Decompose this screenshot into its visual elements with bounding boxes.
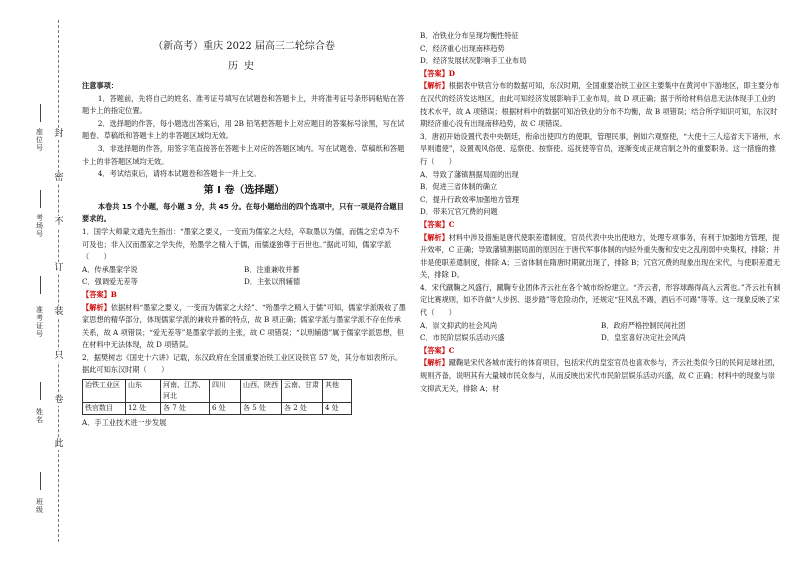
option: C．市民阶层娱乐活动兴盛: [420, 333, 505, 343]
table-cell: 12 处: [126, 403, 161, 415]
option: B．冶铁业分布呈现均衡性特征: [420, 31, 519, 40]
exam-room-label: 考场号: [36, 214, 43, 238]
iron-office-table: [82, 379, 352, 415]
table-cell: 各 2 处: [282, 403, 323, 415]
question-2-explanation: 根据表中铁官分布的数据可知，东汉时期，全国重要冶铁工业区主要集中在黄河中下游地区，即主要分布在汉代的经济发达地区，由此可知经济发展影响手工业布局，故 D 项正确；据于所给材料信息无法体现手工业的技术水平，故 A 项错误；根据材料中的数据可知冶铁业的分布不均衡，故 B 项错误；结合所学知识可知，东汉时期经济重心没有出现南移趋势，故 C 项错误。: [420, 81, 780, 129]
binding-char: 订: [54, 263, 64, 273]
option: C．强调爱无差等: [82, 277, 138, 287]
section-title: 第 I 卷（选择题）: [203, 184, 285, 196]
option: A．手工业技术进一步发展: [82, 418, 167, 428]
section-instruction: 本卷共 15 个小题，每小题 3 分，共 45 分。在每小题给出的四个选项中，只有一项是符合题目要求的。: [82, 201, 404, 224]
right-column: [420, 0, 782, 395]
binding-char: 不: [54, 217, 64, 227]
question-1-options: [82, 264, 406, 289]
table-row: [83, 380, 352, 403]
table-row: [83, 403, 352, 415]
table-cell: 各 5 处: [241, 403, 282, 415]
explanation-tag: 【解析】: [420, 232, 449, 242]
option: C．提升行政效率加强地方管理: [420, 194, 519, 204]
table-cell: 河南、江苏、河北: [161, 380, 210, 403]
exam-room-line: [40, 190, 41, 208]
option: D．皇室喜好决定社会风尚: [601, 333, 686, 343]
explanation-tag: 【解析】: [420, 81, 449, 91]
option: D．带来冗官冗费的问题: [420, 207, 498, 217]
binding-char: 密: [54, 173, 64, 183]
question-2-answer: 【答案】D: [420, 68, 455, 78]
question-1-explanation: 依据材料“墨家之要义，一变而为儒家之大经”、“殆墨学之精入于儒”可知，儒家学派吸收了墨家思想的精华部分，体现儒家学派的兼收并蓄的特点，故 B 项正确；儒家学派与墨家学派不存在传承关系，故 A 项错误；“爱无差等”是墨家学派的主张，故 C 项错误；“以刑辅德”属于儒家学派思想，但在材料中无法体现，故 D 项错误。: [82, 302, 406, 350]
question-4-stem: 4．宋代蹴鞠之风盛行，蹴鞠专业团体齐云社在各个城市纷纷建立。“齐云者，形容球踢得高入云霄也。”齐云社有制定比赛规则，如不许做“人步拐、退步踏”等危险动作，还规定“狂风乱不踢，酒后不可踢”等等。这一现象反映了宋代（ ）: [420, 282, 781, 318]
exam-subject: 历史: [228, 61, 260, 72]
notice-item: 1．答题前，先将自己的姓名、准考证号填写在试题卷和答题卡上，并将准考证号条形码粘贴在答题卡上的指定位置。: [82, 93, 405, 116]
seat-number-label: 座位号: [36, 128, 43, 152]
option: C．经济重心出现南移趋势: [420, 43, 505, 53]
option: B．促进三省体制的确立: [420, 182, 498, 192]
binding-char: 封: [54, 129, 64, 139]
table-cell: 铁官数目: [83, 403, 126, 415]
table-cell: 冶铁工业区: [83, 380, 126, 403]
table-cell: 云南、甘肃: [282, 380, 323, 403]
notice-title: 注意事项：: [82, 81, 118, 90]
question-3-explanation: 材料中涉及措施是唐代使职差遣制度，官员代表中央出使地方，处理专项事务，有利于加强地方管理，提升效率，C 正确；导致藩镇割据局面的原因在于唐代军事体制的内轻外重失衡和安史之乱削弱中央集权，排除；并非是使职差遣制度，排除 A；三省体制在隋唐时期就出现了，排除 B；冗官冗费的现象出现在宋代，与使职差遣无关，排除 D。: [420, 232, 781, 280]
option: A．导致了藩镇割据局面的出现: [420, 169, 519, 179]
question-4-answer: 【答案】C: [420, 345, 455, 355]
binding-char: 此: [54, 439, 64, 449]
question-3-stem: 3．唐初开始设置代表中央朝廷，衔命出使四方的使职，管理民事，例如六观察使，“大使十三人巡省天下诸州，水旱则遣使”，设置观风俗使、巡察使、按察使、巡抚使等官员，逐渐变成正规官制之外的重要职务。这一措施的推行（ ）: [420, 131, 781, 166]
notice-item: 2．选择题的作答，每小题选出答案后，用 2B 铅笔把答题卡上对应题目的答案标号涂黑，写在试题卷、草稿纸和答题卡上的非答题区域均无效。: [82, 118, 405, 141]
admission-number-label: 准考证号: [36, 306, 43, 338]
question-2-stem: 2．据樊树志《国史十六讲》记载，东汉政府在全国重要冶铁工业区设铁官 57 处，其分布如表所示。据此可知东汉时期（ ）: [82, 352, 403, 375]
notice-item: 4．考试结束后，请将本试题卷和答题卡一并上交。: [97, 169, 261, 179]
table-cell: 四川: [210, 380, 241, 403]
name-line: [40, 382, 41, 400]
exam-title: （新高考）重庆 2022 届高三二轮综合卷: [153, 41, 335, 52]
left-column: [82, 0, 406, 430]
table-cell: 4 处: [323, 403, 352, 415]
seat-number-line: [40, 104, 41, 122]
table-cell: 6 处: [210, 403, 241, 415]
table-cell: 其他: [323, 380, 352, 403]
notice-item: 3．非选择题的作答，用签字笔直接答在答题卡上对应的答题区域内。写在试题卷、草稿纸和答题卡上的非答题区域均无效。: [82, 143, 405, 166]
binding-margin: [0, 0, 72, 562]
option: B．政府严格控制民间社团: [601, 320, 686, 330]
name-label: 姓名: [36, 408, 43, 424]
option: D．经济发展状况影响手工业布局: [420, 56, 527, 66]
question-4-explanation: 蹴鞠是宋代各城市流行的体育项目，包括宋代的皇室官员也喜欢参与，齐云社类似今日的民间足球社团，规则齐备，说明其有大量城市民众参与，从而反映出宋代市民阶层娱乐活动兴盛，故 C 正确；材料中的现象与崇文抑武无关，排除 A；材: [420, 358, 780, 393]
class-label: 班级: [36, 498, 43, 514]
question-1-stem: 1．国学大师蒙文通先生指出：“墨家之要义，一变而为儒家之大经，卒取墨以为儒，而儒之宏卓为不可及也；非入汉而墨家之学失传，殆墨学之精入于儒，而儒遂独尊于百世也。”据此可知，儒家学派（ ）: [82, 226, 400, 262]
table-cell: 山东: [126, 380, 161, 403]
admission-number-line: [40, 276, 41, 294]
question-3-answer: 【答案】C: [420, 219, 455, 229]
class-line: [40, 472, 41, 490]
option: D．主张以刑辅德: [244, 277, 301, 287]
binding-char: 装: [54, 307, 64, 317]
option: B．注重兼收并蓄: [244, 264, 300, 274]
binding-char: 卷: [54, 395, 64, 405]
explanation-tag: 【解析】: [420, 358, 449, 368]
binding-dashed-line: [58, 20, 59, 542]
question-1-answer: 【答案】B: [82, 289, 117, 299]
table-cell: 各 7 处: [161, 403, 210, 415]
question-4-options: [420, 320, 782, 345]
table-cell: 山西、陕西: [241, 380, 282, 403]
binding-char: 只: [54, 351, 64, 361]
option: A．崇文抑武的社会风尚: [420, 320, 498, 330]
option: A．传承墨家学说: [82, 264, 138, 274]
explanation-tag: 【解析】: [82, 302, 111, 312]
